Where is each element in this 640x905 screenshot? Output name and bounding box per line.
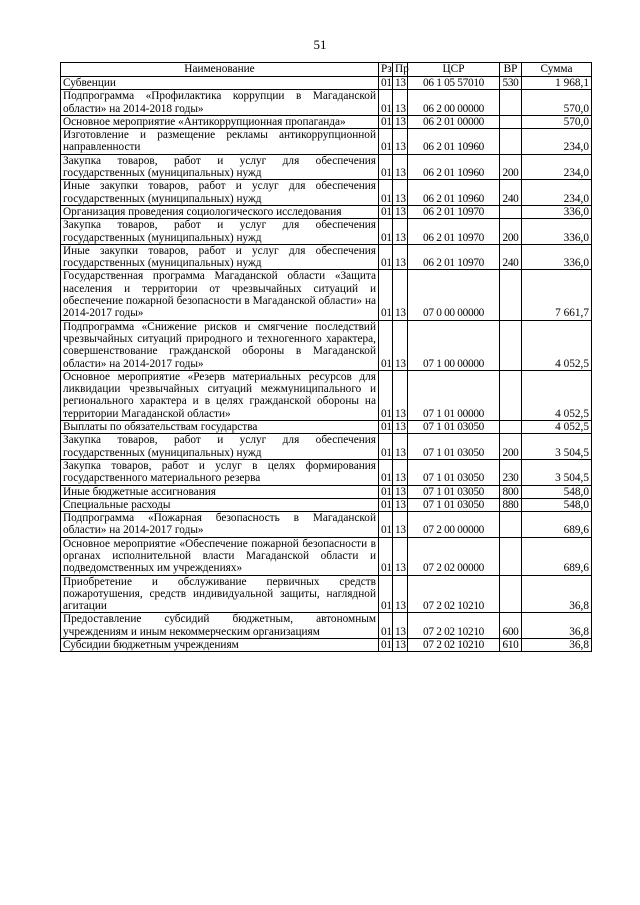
cell-name: Иные закупки товаров, работ и услуг для обеспечения государственных (муниципальных) нужд <box>61 180 379 206</box>
cell-rz: 01 <box>379 498 393 511</box>
table-row <box>61 434 592 460</box>
cell-csr: 06 2 01 10960 <box>408 129 500 155</box>
cell-sum: 234,0 <box>522 154 592 180</box>
cell-name: Организация проведения социологического исследования <box>61 205 379 218</box>
cell-name: Закупка товаров, работ и услуг для обеспечения государственных (муниципальных) нужд <box>61 154 379 180</box>
table-row <box>61 77 592 90</box>
cell-sum: 4 052,5 <box>522 421 592 434</box>
cell-sum: 36,8 <box>522 613 592 639</box>
cell-sum: 689,6 <box>522 537 592 575</box>
cell-csr: 07 1 00 00000 <box>408 320 500 370</box>
budget-table <box>60 62 592 652</box>
cell-name: Основное мероприятие «Резерв материальных ресурсов для ликвидации чрезвычайных ситуаций межмуниципального и регионального характера и в целях гражданской обороны на территории Магаданской области» <box>61 370 379 420</box>
cell-csr: 06 2 01 10960 <box>408 180 500 206</box>
cell-vr <box>500 537 522 575</box>
cell-csr: 06 1 05 57010 <box>408 77 500 90</box>
cell-rz: 01 <box>379 459 393 485</box>
table-row <box>61 459 592 485</box>
cell-vr <box>500 370 522 420</box>
cell-rz: 01 <box>379 77 393 90</box>
table-row <box>61 370 592 420</box>
cell-rz: 01 <box>379 180 393 206</box>
cell-pr: 13 <box>393 421 408 434</box>
cell-sum: 4 052,5 <box>522 370 592 420</box>
table-row <box>61 129 592 155</box>
cell-csr: 07 2 00 00000 <box>408 512 500 538</box>
cell-name: Субсидии бюджетным учреждениям <box>61 639 379 652</box>
cell-pr: 13 <box>393 575 408 613</box>
cell-name: Предоставление субсидий бюджетным, автономным учреждениям и иным некоммерческим организациям <box>61 613 379 639</box>
cell-csr: 07 1 01 03050 <box>408 485 500 498</box>
cell-vr: 230 <box>500 459 522 485</box>
cell-rz: 01 <box>379 205 393 218</box>
cell-vr: 200 <box>500 154 522 180</box>
cell-sum: 36,8 <box>522 575 592 613</box>
table-row <box>61 537 592 575</box>
cell-name: Изготовление и размещение рекламы антикоррупционной направленности <box>61 129 379 155</box>
cell-name: Подпрограмма «Профилактика коррупции в Магаданской области» на 2014-2018 годы» <box>61 90 379 116</box>
cell-rz: 01 <box>379 115 393 128</box>
cell-sum: 1 968,1 <box>522 77 592 90</box>
cell-vr: 610 <box>500 639 522 652</box>
cell-sum: 570,0 <box>522 90 592 116</box>
cell-pr: 13 <box>393 512 408 538</box>
cell-pr: 13 <box>393 459 408 485</box>
cell-pr: 13 <box>393 370 408 420</box>
cell-vr <box>500 320 522 370</box>
cell-sum: 36,8 <box>522 639 592 652</box>
cell-pr: 13 <box>393 90 408 116</box>
cell-rz: 01 <box>379 129 393 155</box>
cell-vr <box>500 512 522 538</box>
table-row <box>61 90 592 116</box>
cell-csr: 07 2 02 10210 <box>408 613 500 639</box>
table-row <box>61 575 592 613</box>
cell-vr <box>500 205 522 218</box>
cell-csr: 07 1 01 03050 <box>408 434 500 460</box>
table-row <box>61 180 592 206</box>
cell-rz: 01 <box>379 575 393 613</box>
cell-name: Подпрограмма «Пожарная безопасность в Магаданской области» на 2014-2017 годы» <box>61 512 379 538</box>
cell-vr: 240 <box>500 244 522 270</box>
cell-vr <box>500 270 522 320</box>
cell-pr: 13 <box>393 270 408 320</box>
table-row <box>61 512 592 538</box>
cell-sum: 336,0 <box>522 205 592 218</box>
cell-pr: 13 <box>393 154 408 180</box>
table-row <box>61 244 592 270</box>
table-header-row <box>61 63 592 77</box>
cell-name: Специальные расходы <box>61 498 379 511</box>
table-row <box>61 219 592 245</box>
cell-csr: 06 2 01 00000 <box>408 115 500 128</box>
cell-sum: 4 052,5 <box>522 320 592 370</box>
cell-name: Иные бюджетные ассигнования <box>61 485 379 498</box>
header-sum: Сумма <box>522 63 592 77</box>
cell-sum: 689,6 <box>522 512 592 538</box>
header-rz: Рз <box>379 63 393 77</box>
cell-sum: 7 661,7 <box>522 270 592 320</box>
cell-rz: 01 <box>379 90 393 116</box>
cell-sum: 336,0 <box>522 244 592 270</box>
cell-name: Государственная программа Магаданской области «Защита населения и территории от чрезвычайных ситуаций и обеспечение пожарной безопасности в Магаданской области» на 2014-2017 годы» <box>61 270 379 320</box>
cell-name: Приобретение и обслуживание первичных средств пожаротушения, средств индивидуальной защиты, наглядной агитации <box>61 575 379 613</box>
cell-vr <box>500 575 522 613</box>
cell-rz: 01 <box>379 613 393 639</box>
cell-csr: 07 2 02 10210 <box>408 575 500 613</box>
cell-pr: 13 <box>393 219 408 245</box>
table-row <box>61 115 592 128</box>
cell-csr: 06 2 01 10970 <box>408 205 500 218</box>
cell-sum: 548,0 <box>522 485 592 498</box>
cell-pr: 13 <box>393 115 408 128</box>
cell-name: Основное мероприятие «Антикоррупционная пропаганда» <box>61 115 379 128</box>
cell-rz: 01 <box>379 370 393 420</box>
table-row <box>61 205 592 218</box>
cell-csr: 06 2 01 10960 <box>408 154 500 180</box>
cell-csr: 07 2 02 00000 <box>408 537 500 575</box>
cell-sum: 570,0 <box>522 115 592 128</box>
cell-vr: 600 <box>500 613 522 639</box>
cell-csr: 06 2 01 10970 <box>408 219 500 245</box>
cell-vr <box>500 421 522 434</box>
cell-name: Иные закупки товаров, работ и услуг для обеспечения государственных (муниципальных) нужд <box>61 244 379 270</box>
cell-name: Подпрограмма «Снижение рисков и смягчение последствий чрезвычайных ситуаций природного и техногенного характера, совершенствование гражданской обороны в Магаданской области» на 2014-2017 годы» <box>61 320 379 370</box>
cell-rz: 01 <box>379 639 393 652</box>
cell-name: Основное мероприятие «Обеспечение пожарной безопасности в органах исполнительной власти Магаданской области и подведомственных им учреждениях» <box>61 537 379 575</box>
cell-vr <box>500 129 522 155</box>
cell-name: Закупка товаров, работ и услуг в целях формирования государственного материального резерва <box>61 459 379 485</box>
cell-rz: 01 <box>379 485 393 498</box>
cell-pr: 13 <box>393 205 408 218</box>
cell-vr: 880 <box>500 498 522 511</box>
cell-csr: 06 2 00 00000 <box>408 90 500 116</box>
page-number: 51 <box>313 37 327 52</box>
cell-pr: 13 <box>393 639 408 652</box>
table-row <box>61 154 592 180</box>
cell-rz: 01 <box>379 421 393 434</box>
cell-csr: 07 1 01 03050 <box>408 498 500 511</box>
cell-sum: 234,0 <box>522 129 592 155</box>
cell-name: Выплаты по обязательствам государства <box>61 421 379 434</box>
cell-name: Закупка товаров, работ и услуг для обеспечения государственных (муниципальных) нужд <box>61 219 379 245</box>
cell-pr: 13 <box>393 613 408 639</box>
cell-rz: 01 <box>379 154 393 180</box>
cell-rz: 01 <box>379 320 393 370</box>
header-vr: ВР <box>500 63 522 77</box>
table-row <box>61 320 592 370</box>
header-pr: Пр <box>393 63 408 77</box>
cell-csr: 07 2 02 10210 <box>408 639 500 652</box>
table-row <box>61 498 592 511</box>
table-row <box>61 613 592 639</box>
table-body <box>61 77 592 652</box>
cell-vr: 200 <box>500 219 522 245</box>
cell-rz: 01 <box>379 537 393 575</box>
cell-pr: 13 <box>393 77 408 90</box>
cell-vr: 240 <box>500 180 522 206</box>
cell-pr: 13 <box>393 180 408 206</box>
cell-sum: 548,0 <box>522 498 592 511</box>
cell-sum: 3 504,5 <box>522 434 592 460</box>
cell-sum: 336,0 <box>522 219 592 245</box>
cell-vr <box>500 90 522 116</box>
header-name: Наименование <box>61 63 379 77</box>
cell-csr: 06 2 01 10970 <box>408 244 500 270</box>
cell-sum: 3 504,5 <box>522 459 592 485</box>
cell-pr: 13 <box>393 434 408 460</box>
cell-pr: 13 <box>393 485 408 498</box>
header-csr: ЦСР <box>408 63 500 77</box>
cell-pr: 13 <box>393 244 408 270</box>
cell-pr: 13 <box>393 498 408 511</box>
cell-name: Субвенции <box>61 77 379 90</box>
cell-pr: 13 <box>393 129 408 155</box>
cell-rz: 01 <box>379 270 393 320</box>
cell-rz: 01 <box>379 434 393 460</box>
cell-vr <box>500 115 522 128</box>
cell-pr: 13 <box>393 537 408 575</box>
cell-name: Закупка товаров, работ и услуг для обеспечения государственных (муниципальных) нужд <box>61 434 379 460</box>
cell-csr: 07 0 00 00000 <box>408 270 500 320</box>
table-row <box>61 639 592 652</box>
cell-vr: 530 <box>500 77 522 90</box>
cell-csr: 07 1 01 03050 <box>408 459 500 485</box>
cell-rz: 01 <box>379 244 393 270</box>
cell-rz: 01 <box>379 512 393 538</box>
cell-csr: 07 1 01 00000 <box>408 370 500 420</box>
table-row <box>61 270 592 320</box>
cell-sum: 234,0 <box>522 180 592 206</box>
cell-pr: 13 <box>393 320 408 370</box>
cell-csr: 07 1 01 03050 <box>408 421 500 434</box>
cell-vr: 200 <box>500 434 522 460</box>
cell-vr: 800 <box>500 485 522 498</box>
table-row <box>61 485 592 498</box>
table-row <box>61 421 592 434</box>
cell-rz: 01 <box>379 219 393 245</box>
